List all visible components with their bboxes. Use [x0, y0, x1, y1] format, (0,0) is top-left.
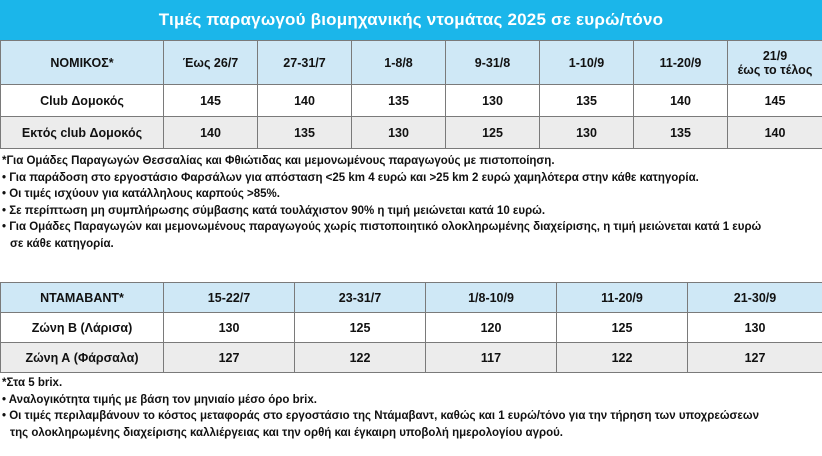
price-cell: 130: [446, 85, 540, 117]
price-cell: 127: [164, 343, 295, 373]
column-header: 23-31/7: [295, 283, 426, 313]
column-header: 9-31/8: [446, 41, 540, 85]
column-header: 15-22/7: [164, 283, 295, 313]
footnote-line: *Για Ομάδες Παραγωγών Θεσσαλίας και Φθιώτιδας και μεμονωμένους παραγωγούς με πιστοποίηση.: [2, 155, 555, 167]
table-header-row: [1, 283, 822, 313]
price-cell: 130: [352, 117, 446, 149]
column-header: 11-20/9: [634, 41, 728, 85]
price-cell: 135: [352, 85, 446, 117]
column-header: 27-31/7: [258, 41, 352, 85]
price-cell: 135: [258, 117, 352, 149]
table-row: [1, 313, 822, 343]
footnote-line: • Για παράδοση στο εργοστάσιο Φαρσάλων για απόσταση <25 km 4 ευρώ και >25 km 2 ευρώ χαμηλότερα στην κάθε κατηγορία.: [2, 171, 699, 184]
company-header: ΝΟΜΙΚΟΣ*: [1, 41, 164, 85]
page-title: Τιμές παραγωγού βιομηχανικής ντομάτας 2025 σε ευρώ/τόνο: [0, 0, 822, 40]
footnote-line: • Οι τιμές περιλαμβάνουν το κόστος μεταφοράς στο εργοστάσιο της Ντάμαβαντ, καθώς και 1 ευρώ/τόνο για την τήρηση των υποχρεώσεων: [2, 410, 759, 422]
table-row: [1, 85, 822, 117]
row-label: Ζώνη Β (Λάρισα): [1, 313, 164, 343]
price-cell: 145: [728, 85, 822, 117]
price-cell: 130: [540, 117, 634, 149]
price-cell: 140: [634, 85, 728, 117]
footnote-line: σε κάθε κατηγορία.: [10, 237, 114, 250]
footnote-line: • Για Ομάδες Παραγωγών και μεμονωμένους παραγωγούς χωρίς πιστοποιητικό ολοκληρωμένης διαχείρισης, η τιμή μειώνεται κατά 1 ευρώ: [2, 221, 762, 233]
column-header: 21/9 έως το τέλος: [728, 41, 822, 85]
price-cell: 140: [164, 117, 258, 149]
nomikos-notes: [2, 153, 817, 252]
row-label: Εκτός club Δομοκός: [1, 117, 164, 149]
price-cell: 130: [688, 313, 822, 343]
price-cell: 135: [634, 117, 728, 149]
column-header: 1/8-10/9: [426, 283, 557, 313]
price-cell: 122: [295, 343, 426, 373]
price-cell: 125: [295, 313, 426, 343]
table-row: [1, 343, 822, 373]
price-cell: 135: [540, 85, 634, 117]
price-cell: 122: [557, 343, 688, 373]
price-cell: 130: [164, 313, 295, 343]
footnote-line: • Σε περίπτωση μη συμπλήρωσης σύμβασης κατά τουλάχιστον 90% η τιμή μειώνεται κατά 10 ευρώ.: [2, 204, 546, 217]
nomikos-price-table: [0, 40, 822, 149]
table-row: [1, 117, 822, 149]
footnote-line: *Στα 5 brix.: [2, 377, 63, 389]
damavand-price-table: [0, 282, 822, 373]
column-header: 11-20/9: [557, 283, 688, 313]
price-cell: 145: [164, 85, 258, 117]
price-cell: 127: [688, 343, 822, 373]
footnote-line: • Αναλογικότητα τιμής με βάση τον μηνιαίο μέσο όρο brix.: [2, 393, 317, 406]
column-header: 1-8/8: [352, 41, 446, 85]
company-header: ΝΤΑΜΑΒΑΝΤ*: [1, 283, 164, 313]
footnote-line: • Οι τιμές ισχύουν για κατάλληλους καρπούς >85%.: [2, 188, 280, 200]
damavand-notes: [2, 375, 817, 441]
row-label: Club Δομοκός: [1, 85, 164, 117]
column-header: 1-10/9: [540, 41, 634, 85]
column-header: 21-30/9: [688, 283, 822, 313]
price-cell: 125: [557, 313, 688, 343]
footnote-line: της ολοκληρωμένης διαχείρισης καλλιέργειας και την ορθή και έγκαιρη υποβολή ημερολογίου αγρού.: [10, 426, 564, 439]
price-cell: 125: [446, 117, 540, 149]
table-header-row: [1, 41, 822, 85]
price-cell: 140: [258, 85, 352, 117]
price-cell: 117: [426, 343, 557, 373]
row-label: Ζώνη Α (Φάρσαλα): [1, 343, 164, 373]
price-cell: 120: [426, 313, 557, 343]
column-header: Έως 26/7: [164, 41, 258, 85]
price-cell: 140: [728, 117, 822, 149]
